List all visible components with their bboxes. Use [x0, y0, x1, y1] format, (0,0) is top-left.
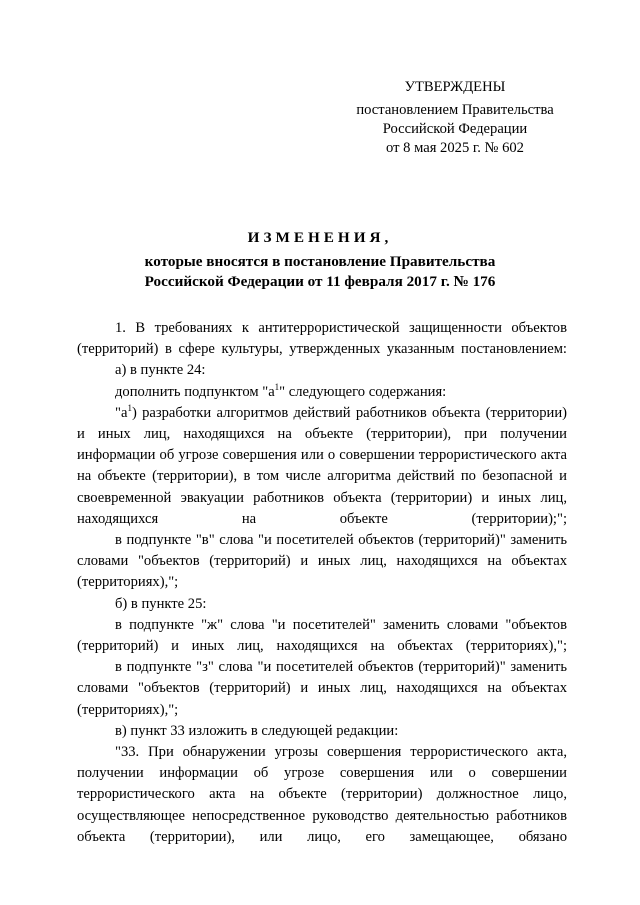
paragraph: дополнить подпунктом "$а^1$" следующего содержания:: [115, 381, 447, 400]
approval-title: УТВЕРЖДЕНЫ: [404, 79, 506, 95]
paragraph: "33. При обнаружении угрозы совершения террористического акта, получении информации об угрозе совершения или о совершении террористического акта на объекте (территории) должностное лицо, осуществляющее непосредственное руководство деятельностью работников объекта (территории), или лицо, его замещающее, обязано: [77, 744, 567, 845]
paragraph: в) пункт 33 изложить в следующей редакции:: [115, 722, 399, 739]
paragraph: 1. В требованиях к антитеррористической защищенности объектов (территорий) в сфере культуры, утвержденных указанным постановлением:: [77, 320, 567, 358]
document-heading: [60, 227, 580, 292]
document-body: [77, 318, 567, 848]
paragraph: б) в пункте 25:: [115, 595, 207, 612]
paragraph: в подпункте "з" слова "и посетителей объектов (территорий)" заменить словами "объектов (территорий) и иных лиц, находящихся на объектах (территориях),";: [77, 659, 567, 718]
subtitle-line: Российской Федерации от 11 февраля 2017 г. № 176: [144, 273, 496, 290]
approval-line: от 8 мая 2025 г. № 602: [386, 140, 524, 156]
page-title: ИЗМЕНЕНИЯ,: [247, 229, 393, 246]
paragraph: в подпункте "в" слова "и посетителей объектов (территорий)" заменить словами "объектов (территорий) и иных лиц, находящихся на объектах (территориях),";: [77, 532, 567, 591]
approval-line: постановлением Правительства: [356, 102, 554, 118]
paragraph: "$а^1$) разработки алгоритмов действий работников объекта (территории) и иных лиц, находящихся на объекте (территории), при получении информации об угрозе совершения или о совершении террористического акта на объекте (территории), в том числе алгоритма действий по безопасной и своевременной эвакуации работников объекта (территории) и иных лиц, находящихся на объекте (территории);";: [77, 402, 567, 527]
subtitle-line: которые вносятся в постановление Правительства: [144, 253, 496, 270]
approval-block: [340, 78, 570, 158]
approval-line: Российской Федерации: [382, 121, 528, 137]
paragraph: а) в пункте 24:: [115, 362, 206, 379]
paragraph: в подпункте "ж" слова "и посетителей" заменить словами "объектов (территорий) и иных лиц, находящихся на объектах (территориях),";: [77, 616, 567, 655]
